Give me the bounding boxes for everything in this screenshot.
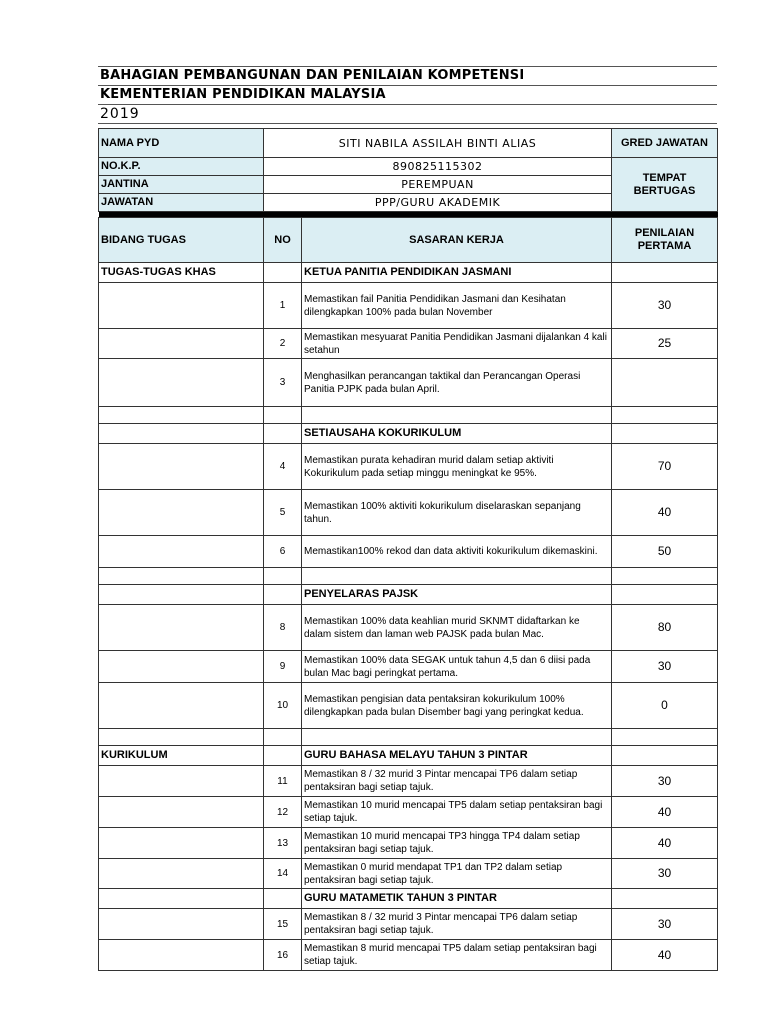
- task-number: 4: [264, 444, 302, 490]
- task-text: Memastikan 8 / 32 murid 3 Pintar mencapai TP6 dalam setiap pentaksiran bagi setiap tajuk.: [302, 766, 612, 797]
- jantina-value: PEREMPUAN: [264, 176, 612, 194]
- bidang-cell: [99, 444, 264, 490]
- task-row: [99, 859, 718, 889]
- task-score: 50: [612, 536, 718, 568]
- no-cell: [264, 424, 302, 444]
- empty-cell: [264, 407, 302, 424]
- task-score: 40: [612, 490, 718, 536]
- bidang-cell: [99, 683, 264, 729]
- bidang-cell: [99, 536, 264, 568]
- bidang-cell: [99, 889, 264, 909]
- bidang-cell: [99, 940, 264, 971]
- empty-cell: [612, 729, 718, 746]
- empty-cell: [99, 729, 264, 746]
- empty-cell: [264, 729, 302, 746]
- score-cell: [612, 585, 718, 605]
- no-cell: [264, 889, 302, 909]
- section-title: PENYELARAS PAJSK: [302, 585, 612, 605]
- task-score: 40: [612, 940, 718, 971]
- bidang-cell: [99, 424, 264, 444]
- empty-cell: [302, 729, 612, 746]
- task-number: 14: [264, 859, 302, 889]
- section-row: [99, 585, 718, 605]
- bidang-cell: KURIKULUM: [99, 746, 264, 766]
- task-text: Memastikan 8 / 32 murid 3 Pintar mencapai TP6 dalam setiap pentaksiran bagi setiap tajuk.: [302, 909, 612, 940]
- info-table: [98, 128, 718, 217]
- task-row: [99, 828, 718, 859]
- task-number: 15: [264, 909, 302, 940]
- task-score: 0: [612, 683, 718, 729]
- jantina-label: JANTINA: [99, 176, 264, 194]
- task-number: 6: [264, 536, 302, 568]
- task-row: [99, 797, 718, 828]
- tasks-table: [98, 217, 718, 971]
- task-row: [99, 444, 718, 490]
- task-score: 40: [612, 828, 718, 859]
- jawatan-value: PPP/GURU AKADEMIK: [264, 194, 612, 212]
- jawatan-label: JAWATAN: [99, 194, 264, 212]
- task-number: 12: [264, 797, 302, 828]
- empty-cell: [302, 568, 612, 585]
- task-score: 70: [612, 444, 718, 490]
- task-text: Memastikan 10 murid mencapai TP3 hingga TP4 dalam setiap pentaksiran bagi setiap tajuk.: [302, 828, 612, 859]
- task-number: 2: [264, 329, 302, 359]
- bidang-cell: [99, 585, 264, 605]
- task-text: Memastikan 10 murid mencapai TP5 dalam setiap pentaksiran bagi setiap tajuk.: [302, 797, 612, 828]
- bidang-cell: [99, 797, 264, 828]
- task-row: [99, 683, 718, 729]
- empty-cell: [99, 568, 264, 585]
- task-row: [99, 940, 718, 971]
- score-cell: [612, 263, 718, 283]
- bidang-cell: TUGAS-TUGAS KHAS: [99, 263, 264, 283]
- empty-cell: [99, 407, 264, 424]
- empty-cell: [612, 407, 718, 424]
- score-cell: [612, 424, 718, 444]
- task-number: 11: [264, 766, 302, 797]
- empty-cell: [264, 568, 302, 585]
- section-title: GURU BAHASA MELAYU TAHUN 3 PINTAR: [302, 746, 612, 766]
- task-number: 1: [264, 283, 302, 329]
- section-row: [99, 263, 718, 283]
- task-score: 30: [612, 651, 718, 683]
- bidang-cell: [99, 909, 264, 940]
- task-number: 8: [264, 605, 302, 651]
- header-division: BAHAGIAN PEMBANGUNAN DAN PENILAIAN KOMPETENSI: [98, 66, 717, 85]
- task-row: [99, 766, 718, 797]
- score-cell: [612, 889, 718, 909]
- tasks-body: [99, 263, 718, 971]
- task-score: 40: [612, 797, 718, 828]
- task-number: 16: [264, 940, 302, 971]
- no-cell: [264, 263, 302, 283]
- task-score: 30: [612, 283, 718, 329]
- bidang-cell: [99, 283, 264, 329]
- bidang-cell: [99, 605, 264, 651]
- task-row: [99, 605, 718, 651]
- form-sheet: [98, 66, 717, 971]
- col-sasaran: SASARAN KERJA: [302, 218, 612, 263]
- task-row: [99, 283, 718, 329]
- col-bidang: BIDANG TUGAS: [99, 218, 264, 263]
- task-row: [99, 490, 718, 536]
- bidang-cell: [99, 651, 264, 683]
- bidang-cell: [99, 828, 264, 859]
- task-text: Memastikan 100% data SEGAK untuk tahun 4,5 dan 6 diisi pada bulan Mac bagi peringkat pertama.: [302, 651, 612, 683]
- section-title: GURU MATAMETIK TAHUN 3 PINTAR: [302, 889, 612, 909]
- task-text: Memastikan fail Panitia Pendidikan Jasmani dan Kesihatan dilengkapkan 100% pada bulan November: [302, 283, 612, 329]
- empty-cell: [302, 407, 612, 424]
- task-score: 30: [612, 859, 718, 889]
- task-number: 3: [264, 359, 302, 407]
- header-year: 2019: [98, 104, 717, 124]
- bidang-cell: [99, 359, 264, 407]
- task-number: 10: [264, 683, 302, 729]
- task-row: [99, 359, 718, 407]
- col-no: NO: [264, 218, 302, 263]
- task-text: Memastikan 100% data keahlian murid SKNMT didaftarkan ke dalam sistem dan laman web PAJSK pada bulan Mac.: [302, 605, 612, 651]
- task-score: [612, 359, 718, 407]
- bidang-cell: [99, 490, 264, 536]
- empty-cell: [612, 568, 718, 585]
- task-row: [99, 909, 718, 940]
- section-row: [99, 746, 718, 766]
- task-text: Memastikan 0 murid mendapat TP1 dan TP2 dalam setiap pentaksiran bagi setiap tajuk.: [302, 859, 612, 889]
- empty-row: [99, 407, 718, 424]
- tempat-label: TEMPAT BERTUGAS: [612, 158, 718, 212]
- bidang-cell: [99, 766, 264, 797]
- section-row: [99, 889, 718, 909]
- bidang-cell: [99, 329, 264, 359]
- task-score: 80: [612, 605, 718, 651]
- task-text: Memastikan mesyuarat Panitia Pendidikan Jasmani dijalankan 4 kali setahun: [302, 329, 612, 359]
- task-text: Memastikan 100% aktiviti kokurikulum diselaraskan sepanjang tahun.: [302, 490, 612, 536]
- empty-row: [99, 729, 718, 746]
- task-score: 25: [612, 329, 718, 359]
- task-text: Memastikan 8 murid mencapai TP5 dalam setiap pentaksiran bagi setiap tajuk.: [302, 940, 612, 971]
- task-number: 13: [264, 828, 302, 859]
- nama-label: NAMA PYD: [99, 129, 264, 158]
- nokp-value: 890825115302: [264, 158, 612, 176]
- task-text: Memastikan purata kehadiran murid dalam setiap aktiviti Kokurikulum pada setiap minggu meningkat ke 95%.: [302, 444, 612, 490]
- task-number: 5: [264, 490, 302, 536]
- section-row: [99, 424, 718, 444]
- score-cell: [612, 746, 718, 766]
- task-row: [99, 651, 718, 683]
- col-penilaian: PENILAIAN PERTAMA: [612, 218, 718, 263]
- task-text: Memastikan pengisian data pentaksiran kokurikulum 100% dilengkapkan pada bulan Disember bagi yang peringkat kedua.: [302, 683, 612, 729]
- section-title: KETUA PANITIA PENDIDIKAN JASMANI: [302, 263, 612, 283]
- gred-label: GRED JAWATAN: [612, 129, 718, 158]
- nama-value: SITI NABILA ASSILAH BINTI ALIAS: [264, 129, 612, 158]
- task-text: Memastikan100% rekod dan data aktiviti kokurikulum dikemaskini.: [302, 536, 612, 568]
- section-title: SETIAUSAHA KOKURIKULUM: [302, 424, 612, 444]
- no-cell: [264, 746, 302, 766]
- task-row: [99, 329, 718, 359]
- bidang-cell: [99, 859, 264, 889]
- task-text: Menghasilkan perancangan taktikal dan Perancangan Operasi Panitia PJPK pada bulan April.: [302, 359, 612, 407]
- task-row: [99, 536, 718, 568]
- header-ministry: KEMENTERIAN PENDIDIKAN MALAYSIA: [98, 85, 717, 104]
- nokp-label: NO.K.P.: [99, 158, 264, 176]
- task-score: 30: [612, 909, 718, 940]
- task-score: 30: [612, 766, 718, 797]
- no-cell: [264, 585, 302, 605]
- task-number: 9: [264, 651, 302, 683]
- empty-row: [99, 568, 718, 585]
